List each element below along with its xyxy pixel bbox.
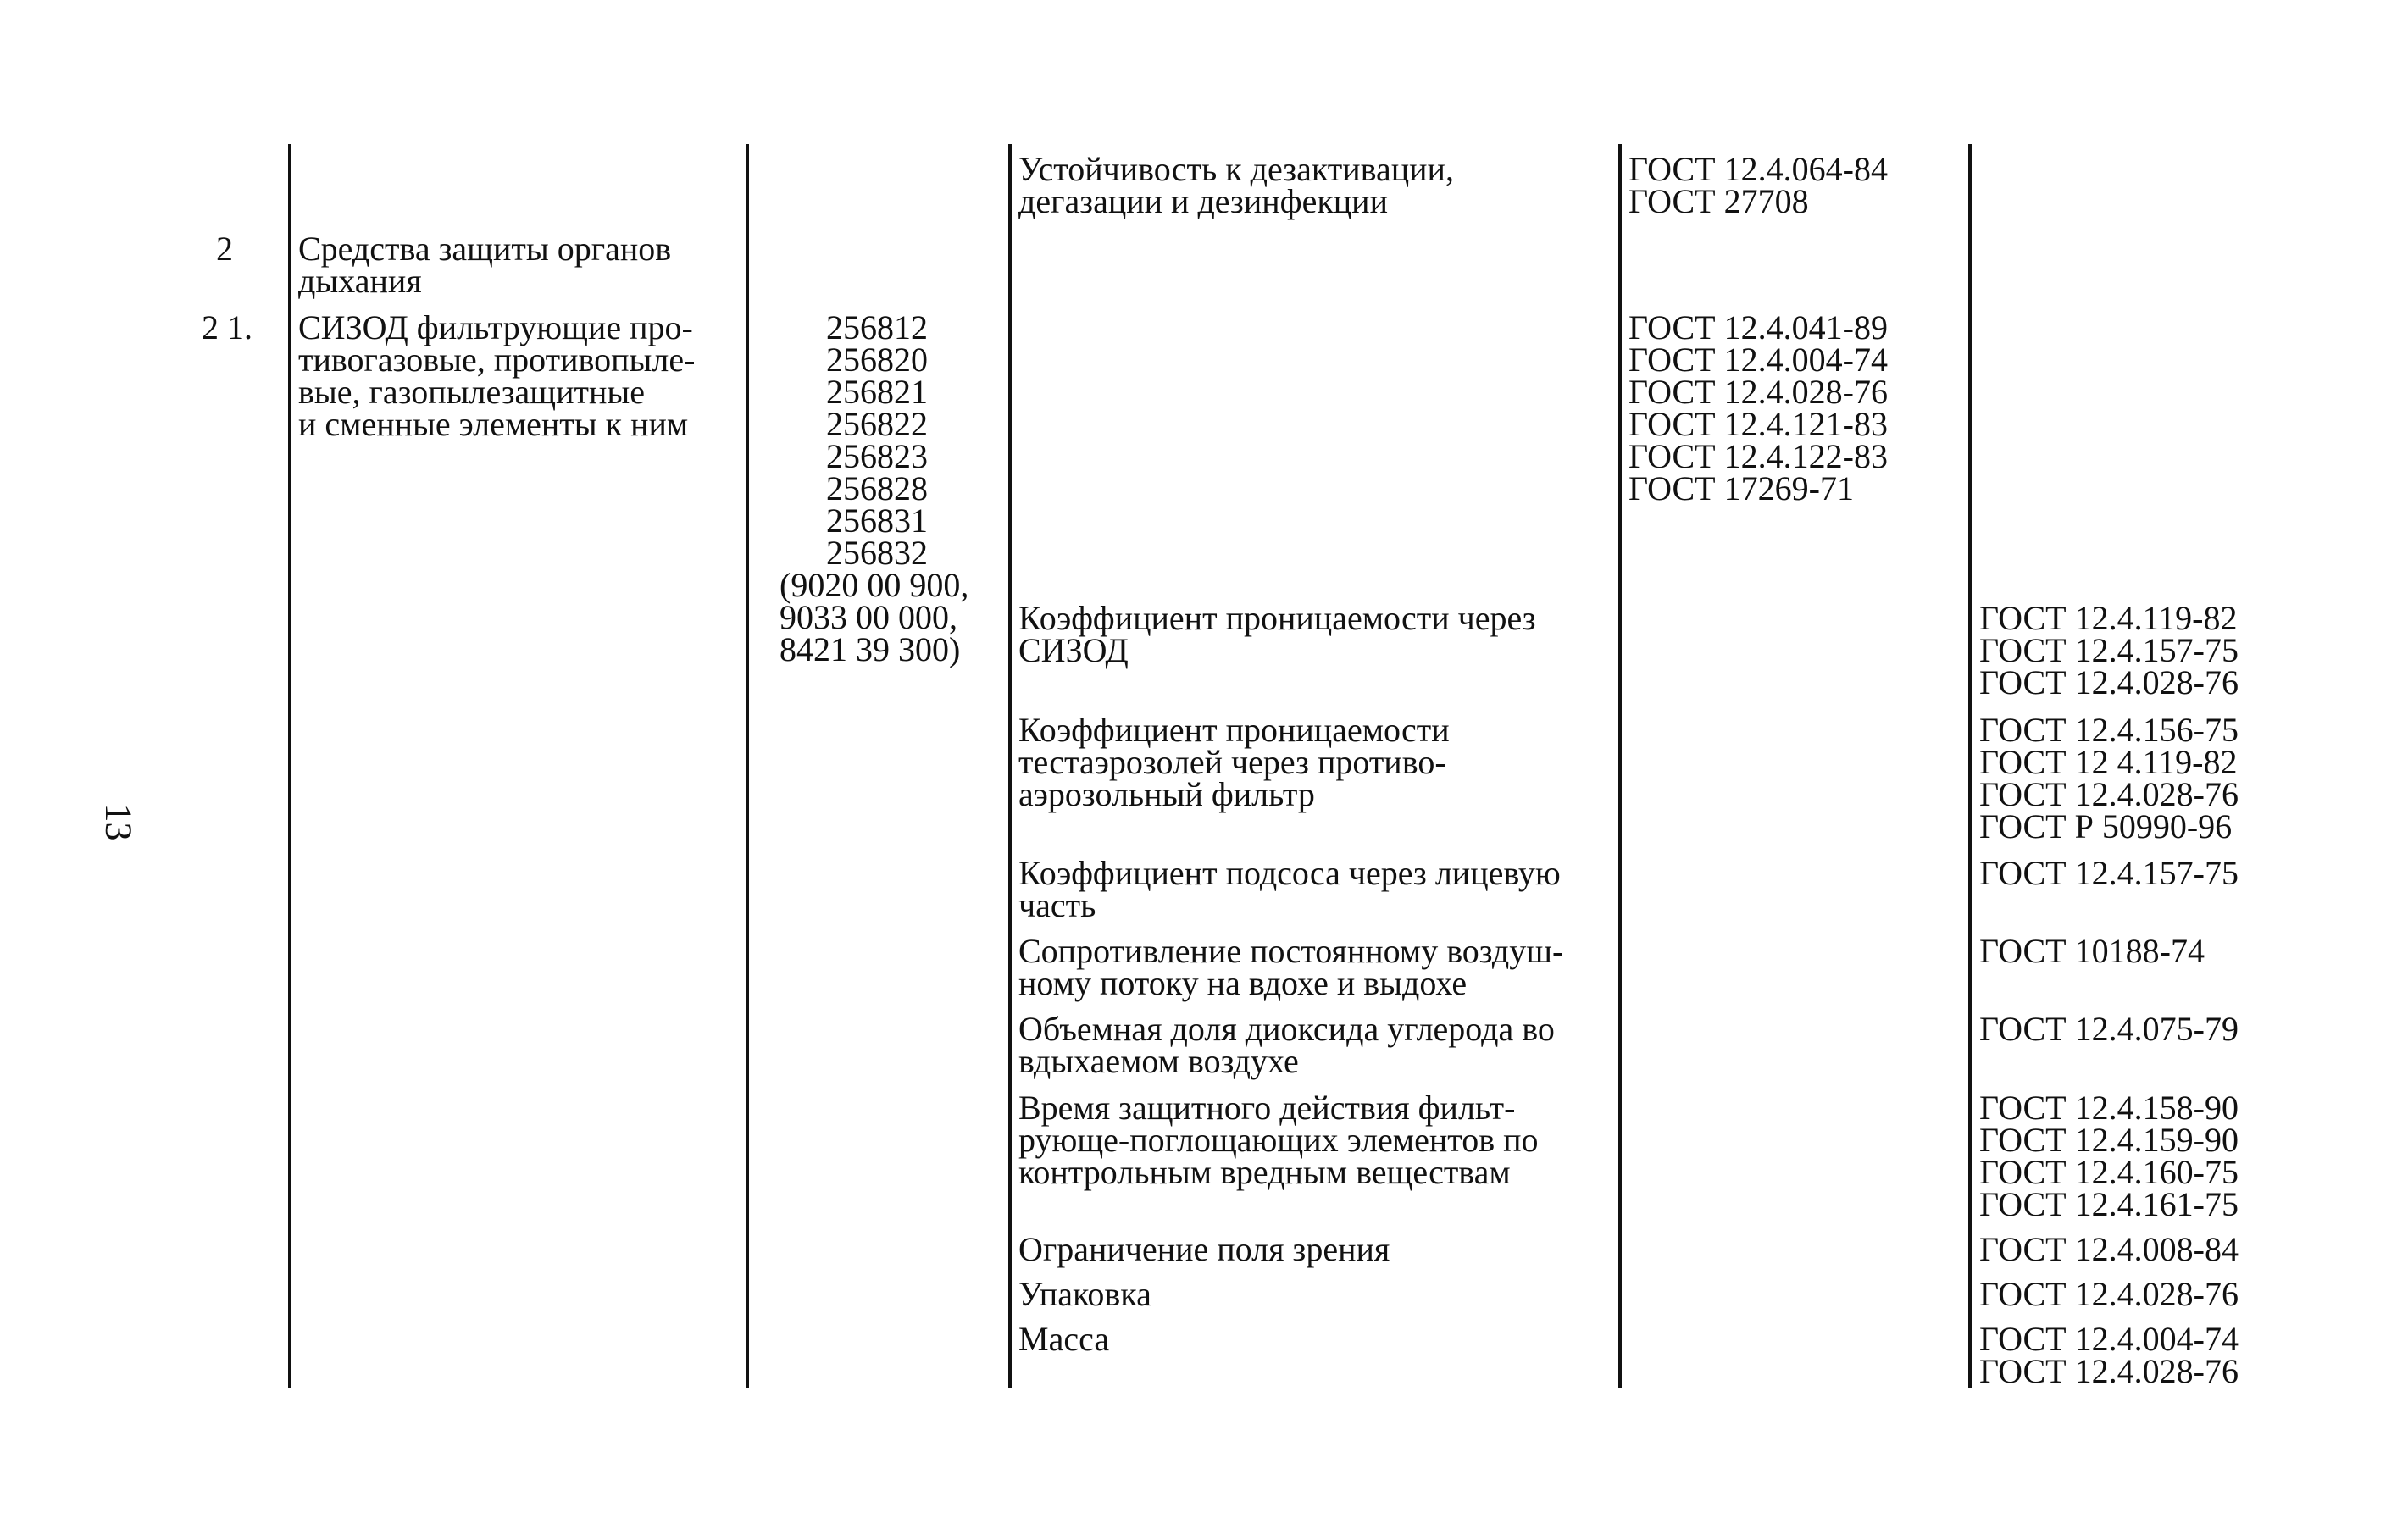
code: 256831 bbox=[826, 502, 928, 540]
row-number: 2 bbox=[216, 230, 233, 268]
row-number: 2 1. bbox=[202, 308, 252, 346]
indicator-name bbox=[1018, 854, 1561, 924]
column-rule-4 bbox=[1618, 144, 1622, 1388]
text-line: ГОСТ 12.4.028-76 bbox=[1628, 373, 1888, 411]
indicator-name bbox=[1018, 1010, 1555, 1080]
code: (9020 00 900, bbox=[780, 566, 969, 604]
text-line: ГОСТ 12.4.028-76 bbox=[1979, 775, 2239, 813]
indicator-name bbox=[1018, 1230, 1390, 1268]
prev-indicator bbox=[1018, 150, 1454, 220]
indicator-name bbox=[1018, 1275, 1151, 1313]
indicator-name bbox=[1018, 711, 1450, 813]
text-line: СИЗОД фильтрующие про- bbox=[298, 308, 693, 346]
row-norm-docs bbox=[1628, 308, 1888, 507]
test-methods bbox=[1979, 1275, 2239, 1313]
test-methods bbox=[1979, 711, 2239, 845]
text-line: вдыхаемом воздухе bbox=[1018, 1042, 1299, 1080]
text-line: Сопротивление постоянному воздуш- bbox=[1018, 932, 1564, 970]
code: 256822 bbox=[826, 405, 928, 443]
text-line: ГОСТ 17269-71 bbox=[1628, 469, 1854, 507]
text-line: Упаковка bbox=[1018, 1275, 1151, 1313]
text-line: ГОСТ 12.4.064-84 bbox=[1628, 150, 1888, 188]
text-line: контрольным вредным веществам bbox=[1018, 1153, 1511, 1191]
text-line: ГОСТ 12.4.004-74 bbox=[1628, 341, 1888, 379]
text-line: ГОСТ 12.4.008-84 bbox=[1979, 1230, 2239, 1268]
text-line: ГОСТ 12.4.156-75 bbox=[1979, 711, 2239, 749]
text-line: ГОСТ Р 50990-96 bbox=[1979, 807, 2233, 845]
indicator-name bbox=[1018, 599, 1536, 669]
test-methods bbox=[1979, 1089, 2239, 1223]
text-line: ГОСТ 27708 bbox=[1628, 182, 1809, 220]
text-line: ГОСТ 12.4.159-90 bbox=[1979, 1121, 2239, 1159]
code: 256832 bbox=[826, 534, 928, 572]
text-line: ГОСТ 12.4.157-75 bbox=[1979, 854, 2239, 892]
text-line: ГОСТ 12.4.160-75 bbox=[1979, 1153, 2239, 1191]
text-line: ГОСТ 12.4.004-74 bbox=[1979, 1320, 2239, 1358]
page-number: 13 bbox=[97, 803, 140, 841]
code: 9033 00 000, bbox=[780, 598, 957, 636]
text-line: Коэффициент проницаемости через bbox=[1018, 599, 1536, 637]
indicator-name bbox=[1018, 1320, 1110, 1358]
test-methods bbox=[1979, 1320, 2239, 1390]
text-line: ГОСТ 12.4.028-76 bbox=[1979, 1275, 2239, 1313]
text-line: ГОСТ 12.4.119-82 bbox=[1979, 599, 2238, 637]
code: 256812 bbox=[826, 308, 928, 346]
text-line: Время защитного действия фильт- bbox=[1018, 1089, 1516, 1127]
text-line: Ограничение поля зрения bbox=[1018, 1230, 1390, 1268]
text-line: ГОСТ 12.4.075-79 bbox=[1979, 1010, 2239, 1048]
text-line: Коэффициент подсоса через лицевую bbox=[1018, 854, 1561, 892]
column-rule-2 bbox=[746, 144, 749, 1388]
text-line: ному потоку на вдохе и выдохе bbox=[1018, 964, 1468, 1002]
text-line: ГОСТ 12.4.157-75 bbox=[1979, 631, 2239, 669]
test-methods bbox=[1979, 854, 2239, 892]
indicator-name bbox=[1018, 1089, 1539, 1191]
text-line: ГОСТ 12.4.161-75 bbox=[1979, 1185, 2239, 1223]
text-line: дегазации и дезинфекции bbox=[1018, 182, 1388, 220]
prev-norm-docs bbox=[1628, 150, 1888, 220]
indicator-name bbox=[1018, 932, 1564, 1002]
text-line: ГОСТ 12.4.041-89 bbox=[1628, 308, 1888, 346]
text-line: рующе-поглощающих элементов по bbox=[1018, 1121, 1539, 1159]
text-line: ГОСТ 12.4.028-76 bbox=[1979, 663, 2239, 701]
text-line: Масса bbox=[1018, 1320, 1110, 1358]
code: 256828 bbox=[826, 469, 928, 507]
column-rule-3 bbox=[1008, 144, 1012, 1388]
code: 256821 bbox=[826, 373, 928, 411]
text-line: СИЗОД bbox=[1018, 631, 1129, 669]
text-line: Объемная доля диоксида углерода во bbox=[1018, 1010, 1555, 1048]
text-line: тестаэрозолей через противо- bbox=[1018, 743, 1446, 781]
code: 8421 39 300) bbox=[780, 630, 961, 668]
column-rule-5 bbox=[1968, 144, 1972, 1388]
test-methods bbox=[1979, 1010, 2239, 1048]
code: 256820 bbox=[826, 341, 928, 379]
text-line: дыхания bbox=[298, 262, 422, 300]
code: 256823 bbox=[826, 437, 928, 475]
text-line: Коэффициент проницаемости bbox=[1018, 711, 1450, 749]
test-methods bbox=[1979, 599, 2239, 701]
text-line: часть bbox=[1018, 886, 1096, 924]
text-line: ГОСТ 12.4.122-83 bbox=[1628, 437, 1888, 475]
column-rule-1 bbox=[288, 144, 291, 1388]
okp-codes bbox=[763, 308, 991, 572]
text-line: ГОСТ 12.4.121-83 bbox=[1628, 405, 1888, 443]
text-line: Устойчивость к дезактивации, bbox=[1018, 150, 1454, 188]
text-line: ГОСТ 12 4.119-82 bbox=[1979, 743, 2238, 781]
text-line: ГОСТ 10188-74 bbox=[1979, 932, 2205, 970]
text-line: тивогазовые, противопыле- bbox=[298, 341, 696, 379]
tnved-codes bbox=[780, 566, 969, 668]
text-line: и сменные элементы к ним bbox=[298, 405, 689, 443]
text-line: ГОСТ 12.4.158-90 bbox=[1979, 1089, 2239, 1127]
test-methods bbox=[1979, 1230, 2239, 1268]
row-name bbox=[298, 230, 672, 300]
text-line: аэрозольный фильтр bbox=[1018, 775, 1315, 813]
text-line: Средства защиты органов bbox=[298, 230, 672, 268]
row-name bbox=[298, 308, 696, 443]
text-line: вые, газопылезащитные bbox=[298, 373, 646, 411]
test-methods bbox=[1979, 932, 2205, 970]
text-line: ГОСТ 12.4.028-76 bbox=[1979, 1352, 2239, 1390]
